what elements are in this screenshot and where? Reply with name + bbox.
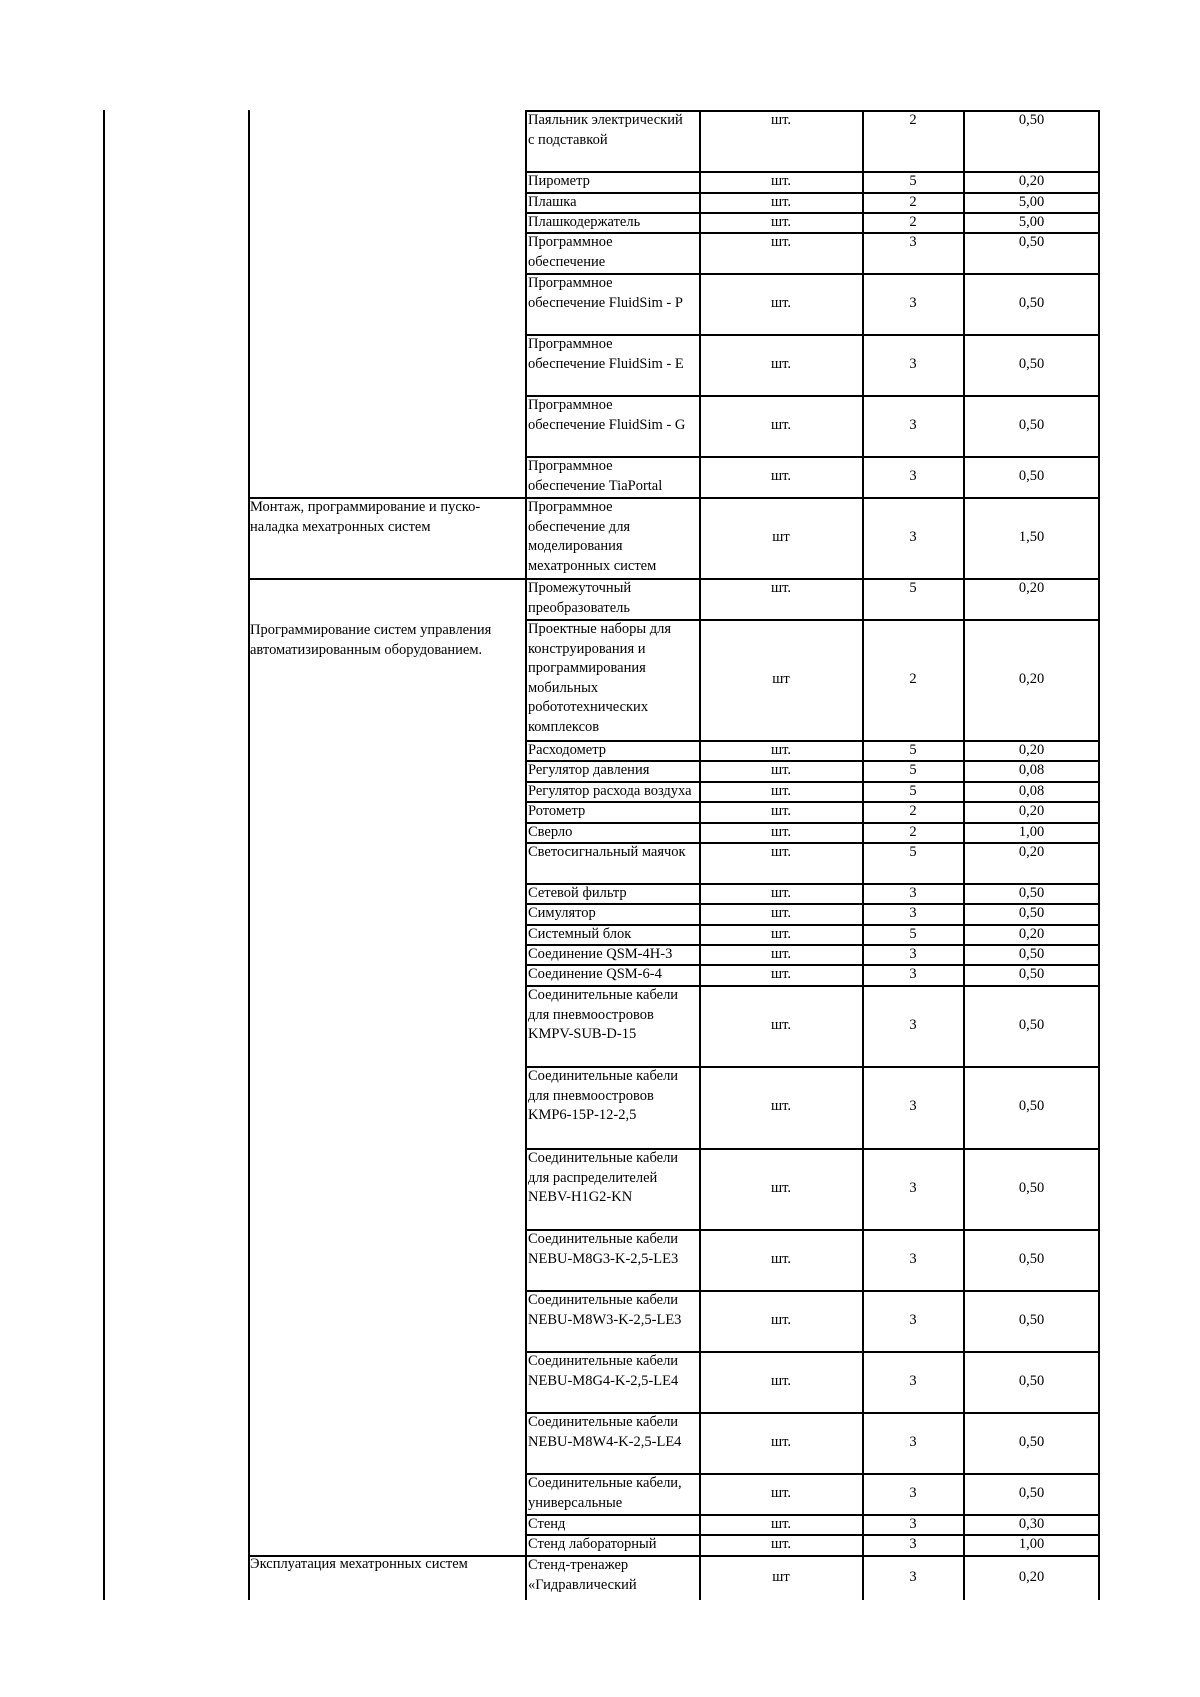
item-cost: 0,50 (1018, 905, 1045, 921)
item-name: Регулятор расхода воздуха (528, 783, 692, 799)
item-name: Пирометр (528, 173, 590, 189)
item-quantity: 3 (909, 234, 917, 250)
item-quantity: 3 (909, 1098, 917, 1115)
item-unit: шт. (770, 1372, 792, 1389)
item-name: Плашкодержатель (528, 214, 641, 230)
item-quantity: 3 (909, 1484, 917, 1501)
item-quantity: 2 (909, 824, 917, 840)
item-cost: 0,50 (1018, 294, 1045, 311)
item-unit: шт. (770, 824, 792, 840)
item-unit: шт (772, 670, 790, 687)
item-quantity: 3 (909, 1568, 917, 1585)
item-quantity: 5 (909, 580, 917, 596)
item-cost: 0,50 (1018, 1484, 1045, 1501)
item-unit: шт. (770, 905, 792, 921)
item-cost: 1,00 (1018, 1536, 1045, 1552)
item-unit: шт. (770, 926, 792, 942)
item-unit: шт. (770, 1250, 792, 1267)
item-cost: 0,50 (1018, 946, 1045, 962)
item-cost: 0,08 (1018, 762, 1045, 778)
item-cost: 0,50 (1018, 112, 1045, 128)
item-unit: шт. (770, 783, 792, 799)
item-name: Сверло (528, 824, 573, 840)
item-cost: 0,50 (1018, 467, 1045, 484)
item-unit: шт. (770, 803, 792, 819)
item-cost: 0,20 (1018, 926, 1045, 942)
item-unit: шт. (770, 885, 792, 901)
item-name: Симулятор (528, 905, 596, 921)
item-unit: шт. (770, 946, 792, 962)
item-name: Ротометр (528, 803, 586, 819)
item-name: Паяльник электрический с подставкой (528, 112, 683, 148)
item-name: Соединительные кабели NEBU-M8W3-K-2,5-LE3 (528, 1292, 682, 1328)
table-vertical-rule (248, 110, 250, 1600)
item-quantity: 3 (909, 1311, 917, 1328)
item-unit: шт. (770, 966, 792, 982)
section-horizontal-rule (248, 578, 527, 580)
item-unit: шт. (770, 742, 792, 758)
item-name: Промежуточный преобразователь (528, 580, 632, 616)
item-unit: шт. (770, 214, 792, 230)
item-quantity: 3 (909, 355, 917, 372)
item-quantity: 3 (909, 885, 917, 901)
item-unit: шт. (770, 1179, 792, 1196)
item-name: Сетевой фильтр (528, 885, 627, 901)
item-name: Соединительные кабели NEBU-M8G3-K-2,5-LE3 (528, 1231, 679, 1267)
section-title: Монтаж, программирование и пуско- наладка мехатронных систем (250, 499, 481, 535)
table-vertical-rule (103, 110, 105, 1600)
item-cost: 0,20 (1018, 580, 1045, 596)
item-cost: 0,20 (1018, 670, 1045, 687)
item-name: Расходометр (528, 742, 607, 758)
item-name: Программное обеспечение для моделирования мехатронных систем (528, 499, 657, 574)
item-cost: 0,50 (1018, 1016, 1045, 1033)
item-cost: 0,20 (1018, 844, 1045, 860)
item-unit: шт. (770, 1433, 792, 1450)
item-unit: шт. (770, 1098, 792, 1115)
item-unit: шт. (770, 416, 792, 433)
item-name: Программное обеспечение TiaPortal (528, 458, 663, 494)
item-name: Соединение QSM-4H-3 (528, 946, 673, 962)
item-quantity: 3 (909, 1250, 917, 1267)
item-quantity: 5 (909, 173, 917, 189)
item-unit: шт. (770, 1484, 792, 1501)
item-quantity: 3 (909, 1372, 917, 1389)
item-cost: 0,20 (1018, 742, 1045, 758)
item-name: Светосигнальный маячок (528, 844, 686, 860)
section-title: Эксплуатация мехатронных систем (250, 1556, 468, 1572)
item-unit: шт. (770, 294, 792, 311)
item-name: Соединительные кабели для пневмоостровов KMPV-SUB-D-15 (528, 987, 679, 1042)
item-cost: 0,20 (1018, 173, 1045, 189)
item-unit: шт. (770, 1016, 792, 1033)
item-quantity: 2 (909, 194, 917, 210)
item-unit: шт. (770, 194, 792, 210)
item-cost: 0,50 (1018, 966, 1045, 982)
item-cost: 0,50 (1018, 1098, 1045, 1115)
item-unit: шт. (770, 112, 792, 128)
item-unit: шт. (770, 467, 792, 484)
item-name: Соединительные кабели для распределителей NEBV-H1G2-KN (528, 1150, 679, 1205)
item-unit: шт (772, 528, 790, 545)
item-quantity: 3 (909, 294, 917, 311)
item-cost: 0,08 (1018, 783, 1045, 799)
item-quantity: 3 (909, 416, 917, 433)
item-cost: 0,50 (1018, 355, 1045, 372)
item-name: Стенд-тренажер «Гидравлический (528, 1557, 637, 1593)
item-cost: 1,50 (1018, 528, 1045, 545)
item-quantity: 3 (909, 946, 917, 962)
item-quantity: 2 (909, 214, 917, 230)
item-quantity: 3 (909, 1516, 917, 1532)
item-unit: шт. (770, 234, 792, 250)
item-unit: шт (772, 1568, 790, 1585)
item-quantity: 2 (909, 112, 917, 128)
item-quantity: 5 (909, 762, 917, 778)
item-unit: шт. (770, 1311, 792, 1328)
item-unit: шт. (770, 844, 792, 860)
item-quantity: 3 (909, 1433, 917, 1450)
item-name: Программное обеспечение FluidSim - P (528, 275, 683, 311)
item-quantity: 3 (909, 1536, 917, 1552)
item-name: Программное обеспечение (528, 234, 613, 270)
item-quantity: 3 (909, 1179, 917, 1196)
item-quantity: 2 (909, 670, 917, 687)
item-unit: шт. (770, 762, 792, 778)
item-cost: 0,50 (1018, 234, 1045, 250)
item-name: Программное обеспечение FluidSim - G (528, 397, 686, 433)
item-cost: 0,50 (1018, 1179, 1045, 1196)
item-quantity: 5 (909, 742, 917, 758)
item-quantity: 3 (909, 905, 917, 921)
item-unit: шт. (770, 173, 792, 189)
item-name: Проектные наборы для конструирования и программирования мобильных робототехнических комплексов (528, 621, 672, 735)
item-cost: 0,50 (1018, 1433, 1045, 1450)
item-name: Соединительные кабели NEBU-M8G4-K-2,5-LE4 (528, 1353, 679, 1389)
item-cost: 0,20 (1018, 803, 1045, 819)
item-cost: 5,00 (1018, 194, 1045, 210)
item-unit: шт. (770, 580, 792, 596)
item-quantity: 3 (909, 467, 917, 484)
item-quantity: 3 (909, 966, 917, 982)
item-name: Стенд (528, 1516, 566, 1532)
item-unit: шт. (770, 1536, 792, 1552)
item-cost: 0,50 (1018, 885, 1045, 901)
item-quantity: 3 (909, 1016, 917, 1033)
item-cost: 0,50 (1018, 1372, 1045, 1389)
item-name: Соединительные кабели для пневмоостровов KMP6-15P-12-2,5 (528, 1068, 679, 1123)
item-cost: 5,00 (1018, 214, 1045, 230)
item-name: Плашка (528, 194, 577, 210)
item-name: Соединительные кабели NEBU-M8W4-K-2,5-LE4 (528, 1414, 682, 1450)
item-name: Системный блок (528, 926, 632, 942)
item-unit: шт. (770, 1516, 792, 1532)
item-name: Регулятор давления (528, 762, 650, 778)
item-cost: 0,50 (1018, 1250, 1045, 1267)
item-cost: 1,00 (1018, 824, 1045, 840)
item-quantity: 5 (909, 783, 917, 799)
item-unit: шт. (770, 355, 792, 372)
item-name: Программное обеспечение FluidSim - E (528, 336, 684, 372)
item-name: Соединение QSM-6-4 (528, 966, 662, 982)
item-name: Соединительные кабели, универсальные (528, 1475, 682, 1511)
item-cost: 0,30 (1018, 1516, 1045, 1532)
section-title: Программирование систем управления автоматизированным оборудованием. (250, 622, 492, 658)
item-cost: 0,50 (1018, 416, 1045, 433)
item-quantity: 5 (909, 926, 917, 942)
item-cost: 0,20 (1018, 1568, 1045, 1585)
item-quantity: 3 (909, 528, 917, 545)
item-quantity: 2 (909, 803, 917, 819)
item-quantity: 5 (909, 844, 917, 860)
item-name: Стенд лабораторный (528, 1536, 657, 1552)
item-cost: 0,50 (1018, 1311, 1045, 1328)
